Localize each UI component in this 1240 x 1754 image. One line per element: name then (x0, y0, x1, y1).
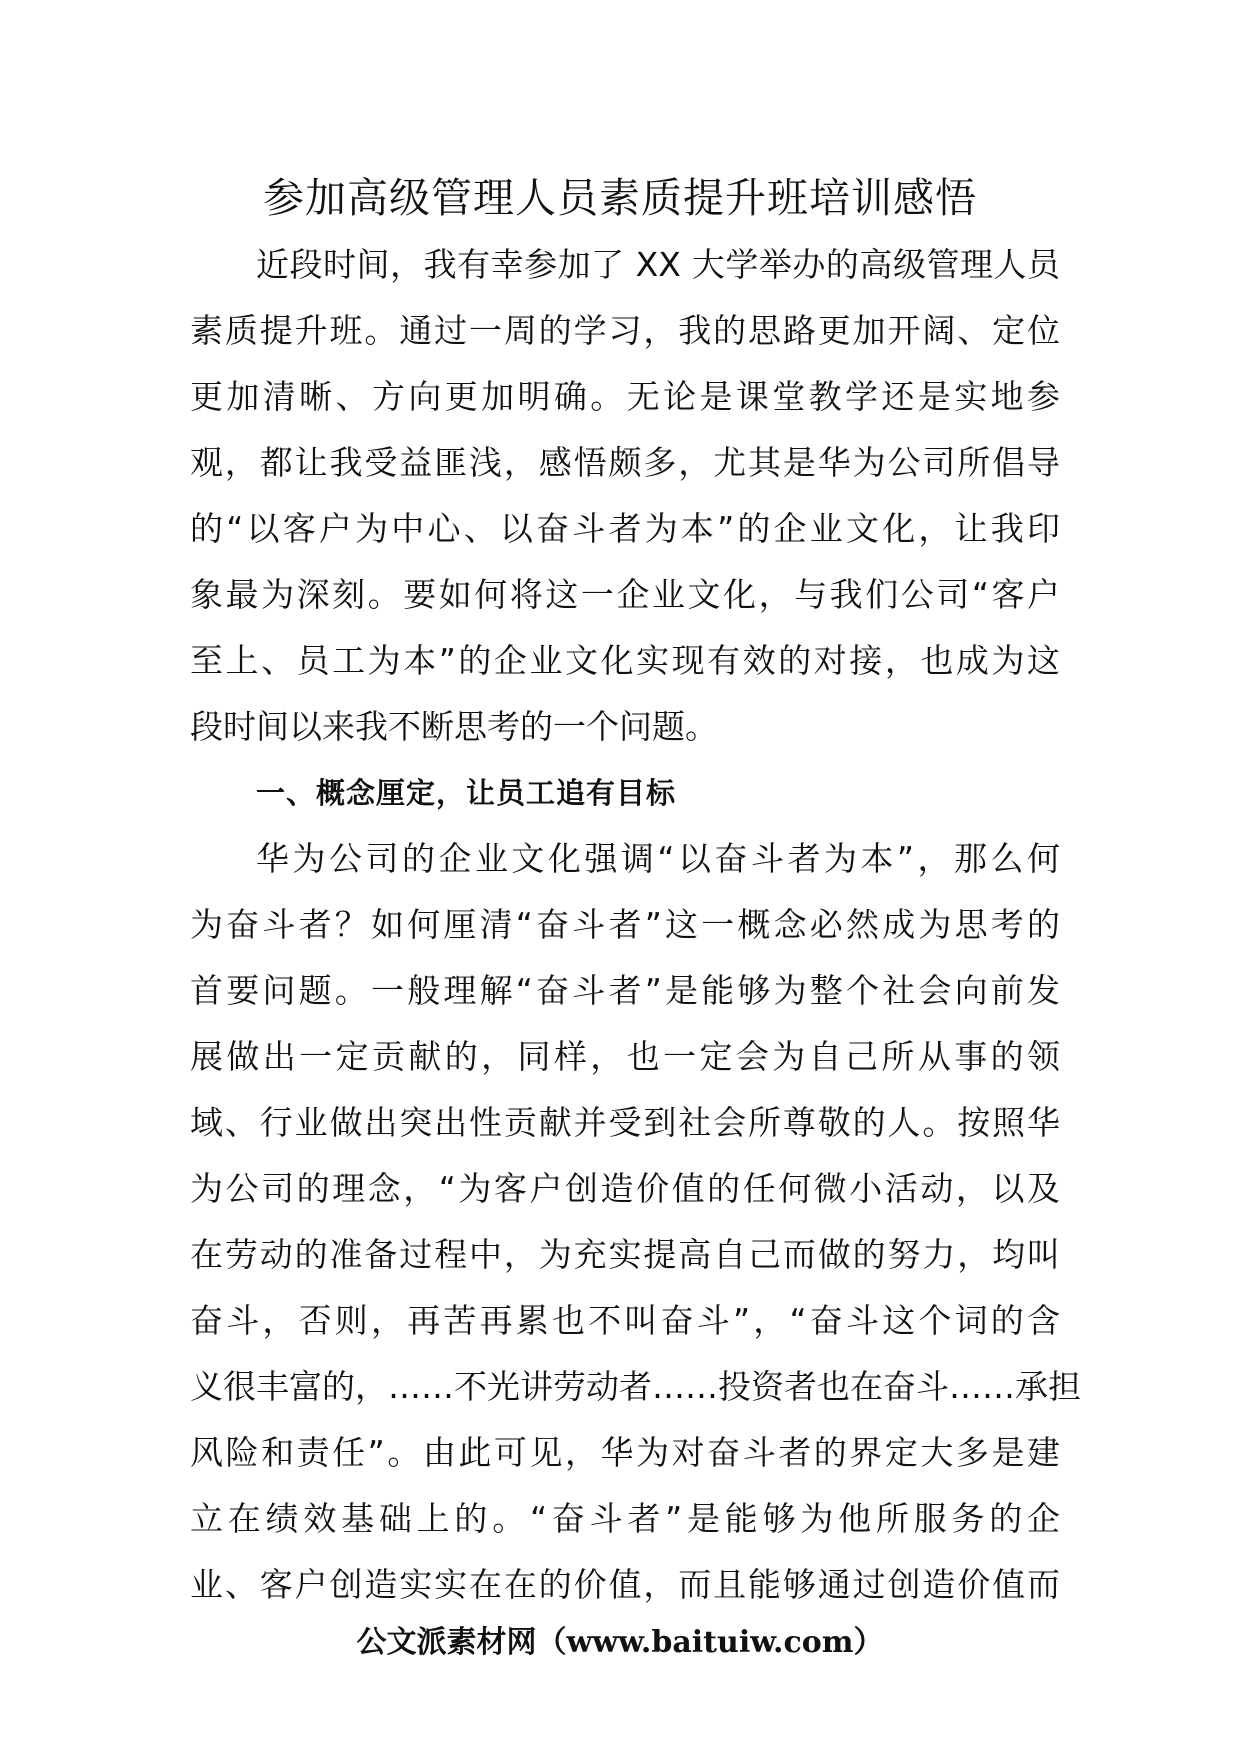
document-title: 参加高级管理人员素质提升班培训感悟 (263, 174, 977, 222)
paragraph-line: 更加清晰、方向更加明确。无论是课堂教学还是实地参 (190, 377, 1060, 416)
paragraph-line: 观，都让我受益匪浅，感悟颇多，尤其是华为公司所倡导 (190, 443, 1060, 482)
paragraph-line: 义很丰富的，……不光讲劳动者……投资者也在奋斗……承担 (190, 1367, 1081, 1406)
document-body (190, 232, 1081, 1618)
paragraph-line: 象最为深刻。要如何将这一企业文化，与我们公司“客户 (190, 575, 1060, 614)
paragraph-line: 段时间以来我不断思考的一个问题。 (190, 707, 718, 746)
paragraph-line: 的“以客户为中心、以奋斗者为本”的企业文化，让我印 (190, 509, 1060, 548)
paragraph-line: 近段时间，我有幸参加了 XX 大学举办的高级管理人员 (256, 245, 1060, 284)
paragraph-line: 为公司的理念，“为客户创造价值的任何微小活动，以及 (190, 1169, 1060, 1208)
paragraph-line: 素质提升班。通过一周的学习，我的思路更加开阔、定位 (190, 311, 1060, 350)
paragraph-line: 域、行业做出突出性贡献并受到社会所尊敬的人。按照华 (190, 1103, 1060, 1142)
paragraph-line: 首要问题。一般理解“奋斗者”是能够为整个社会向前发 (190, 971, 1060, 1010)
paragraph-line: 华为公司的企业文化强调“以奋斗者为本”，那么何 (256, 839, 1060, 878)
paragraph-line: 业、客户创造实实在在的价值，而且能够通过创造价值而 (190, 1565, 1060, 1604)
paragraph-line: 至上、员工为本”的企业文化实现有效的对接，也成为这 (190, 641, 1060, 680)
paragraph-line: 风险和责任”。由此可见，华为对奋斗者的界定大多是建 (190, 1433, 1060, 1472)
paragraph-line: 奋斗，否则，再苦再累也不叫奋斗”，“奋斗这个词的含 (190, 1301, 1060, 1340)
section-heading: 一、概念厘定，让员工追有目标 (256, 776, 677, 810)
paragraph-line: 在劳动的准备过程中，为充实提高自己而做的努力，均叫 (190, 1235, 1060, 1274)
paragraph-line: 展做出一定贡献的，同样，也一定会为自己所从事的领 (190, 1037, 1060, 1076)
paragraph-line: 立在绩效基础上的。“奋斗者”是能够为他所服务的企 (190, 1499, 1060, 1538)
paragraph-line: 为奋斗者？如何厘清“奋斗者”这一概念必然成为思考的 (190, 905, 1060, 944)
footer-watermark: 公文派素材网（www.baituiw.com） (356, 1625, 884, 1660)
